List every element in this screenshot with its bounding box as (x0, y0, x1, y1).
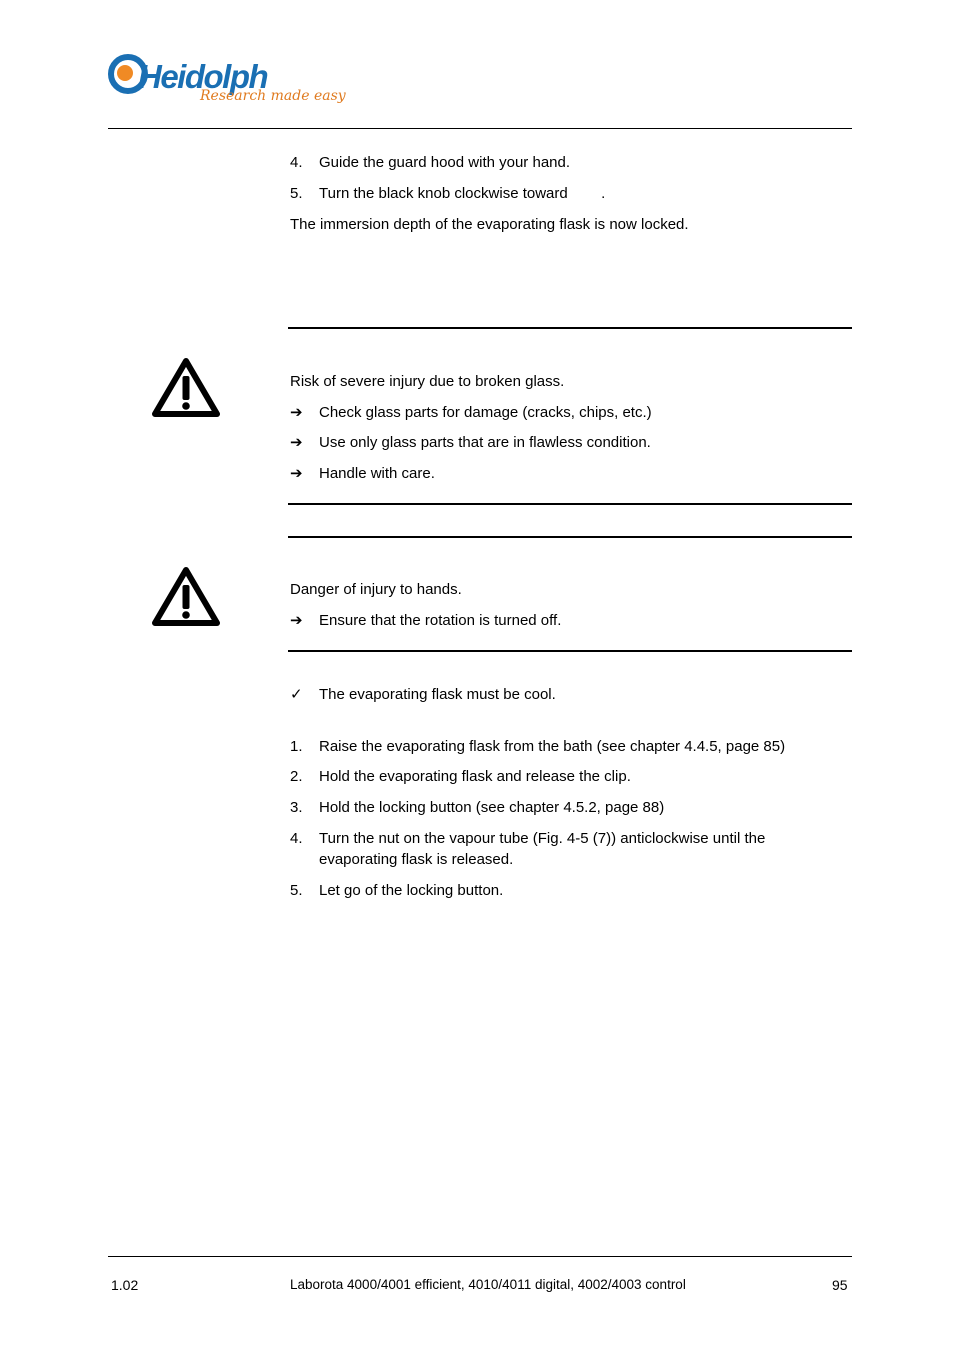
step-number: 4. (290, 154, 303, 171)
warning1-top-rule (288, 327, 852, 329)
warning2-lead: Danger of injury to hands. (290, 581, 462, 598)
arrow-bullet-icon: ➔ (290, 404, 303, 421)
check-icon: ✓ (290, 686, 303, 703)
warning1-item: Check glass parts for damage (cracks, chips, etc.) (319, 404, 652, 421)
warning-triangle-icon (151, 565, 221, 627)
step-number: 3. (290, 799, 303, 816)
lock-result-text: The immersion depth of the evaporating flask is now locked. (290, 216, 689, 233)
step-text: Turn the black knob clockwise toward . (319, 185, 606, 202)
step-text: Raise the evaporating flask from the bath (see chapter 4.4.5, page 85) (319, 738, 786, 755)
logo-brand-text: Heidolph (138, 58, 268, 95)
warning1-lead: Risk of severe injury due to broken glass. (290, 373, 565, 390)
heidolph-logo (108, 50, 346, 114)
step-text: Hold the locking button (see chapter 4.5.2, page 88) (319, 799, 665, 816)
header-rule (108, 128, 852, 129)
step-text: Turn the nut on the vapour tube (Fig. 4-5 (7)) anticlockwise until the (319, 830, 766, 847)
precondition-text: The evaporating flask must be cool. (319, 686, 556, 703)
footer-page-number: 95 (832, 1277, 848, 1293)
step-number: 1. (290, 738, 303, 755)
step-number: 5. (290, 882, 303, 899)
step-text-continued: evaporating flask is released. (319, 851, 514, 868)
warning2-top-rule (288, 536, 852, 538)
footer-rule (108, 1256, 852, 1257)
step-number: 4. (290, 830, 303, 847)
arrow-bullet-icon: ➔ (290, 465, 303, 482)
logo-tagline: Research made easy (200, 88, 346, 104)
footer-title: Laborota 4000/4001 efficient, 4010/4011 digital, 4002/4003 control (290, 1277, 686, 1292)
step-text: Let go of the locking button. (319, 882, 504, 899)
step-number: 5. (290, 185, 303, 202)
warning2-item: Ensure that the rotation is turned off. (319, 612, 562, 629)
warning-triangle-icon (151, 356, 221, 418)
step-number: 2. (290, 768, 303, 785)
arrow-bullet-icon: ➔ (290, 434, 303, 451)
arrow-bullet-icon: ➔ (290, 612, 303, 629)
step-text: Hold the evaporating flask and release the clip. (319, 768, 631, 785)
warning2-bottom-rule (288, 650, 852, 652)
warning1-item: Handle with care. (319, 465, 435, 482)
footer-version: 1.02 (111, 1277, 139, 1293)
step-text: Guide the guard hood with your hand. (319, 154, 571, 171)
warning1-item: Use only glass parts that are in flawless condition. (319, 434, 651, 451)
warning1-bottom-rule (288, 503, 852, 505)
